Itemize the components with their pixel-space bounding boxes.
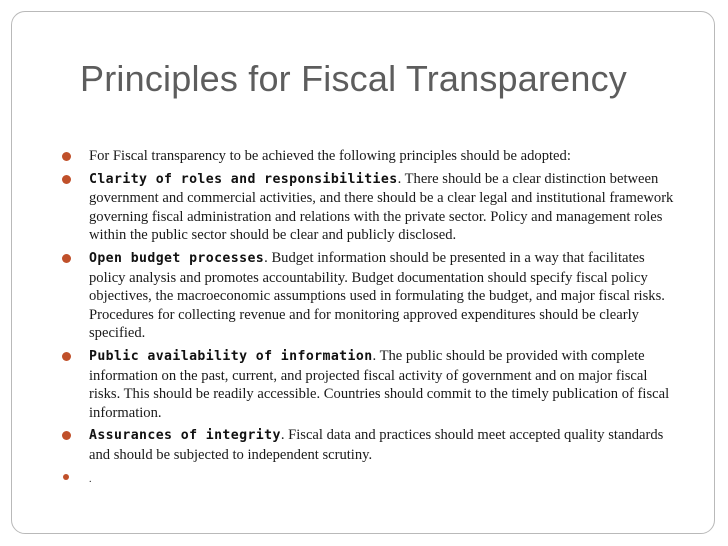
bullet-item-intro <box>62 147 674 166</box>
bullet-text: For Fiscal transparency to be achieved the following principles should be adopted: <box>89 148 571 164</box>
bullet-text: . The public should be provided with complete information on the past, current, and projected fiscal activity of government and on major fiscal risks. This should be readily accessible. Countries should commit to the timely publication of fiscal information. <box>89 347 670 421</box>
slide-title: Principles for Fiscal Transparency <box>80 58 627 99</box>
bullet-text: . Fiscal data and practices should meet accepted quality standards and should be subjected to independent scrutiny. <box>89 427 664 463</box>
bullet-dot-icon <box>62 254 71 263</box>
bullet-item-clarity <box>62 170 674 245</box>
bullet-dot-icon <box>63 474 69 480</box>
bullet-item-empty <box>62 469 674 483</box>
bullet-term: Public availability of information <box>89 348 373 364</box>
bullet-term: Clarity of roles and responsibilities <box>89 171 398 187</box>
bullet-term: Open budget processes <box>89 250 265 266</box>
bullet-dot-icon <box>62 352 71 361</box>
bullet-term: Assurances of integrity <box>89 428 281 444</box>
bullet-dot-icon <box>62 152 71 161</box>
bullet-item-public-availability <box>62 347 674 422</box>
bullet-dot-icon <box>62 175 71 184</box>
bullet-list <box>62 147 674 483</box>
bullet-dot-icon <box>62 431 71 440</box>
bullet-item-open-budget <box>62 249 674 343</box>
bullet-text: . <box>89 473 92 485</box>
bullet-text: . Budget information should be presented in a way that facilitates policy analysis and promotes accountability. Budget documentation should specify fiscal policy objectives, the macroeconomic assumptions used in formulating the budget, and major fiscal risks. Procedures for collecting revenue and for monitoring approved expenditures should be clearly specified. <box>89 249 665 342</box>
bullet-text: . There should be a clear distinction between government and commercial activities, and there should be a clear legal and institutional framework governing fiscal administration and relations with the private sector. Policy and management roles within the public sector should be clear and publicly disclosed. <box>89 170 674 244</box>
bullet-item-integrity <box>62 426 674 464</box>
